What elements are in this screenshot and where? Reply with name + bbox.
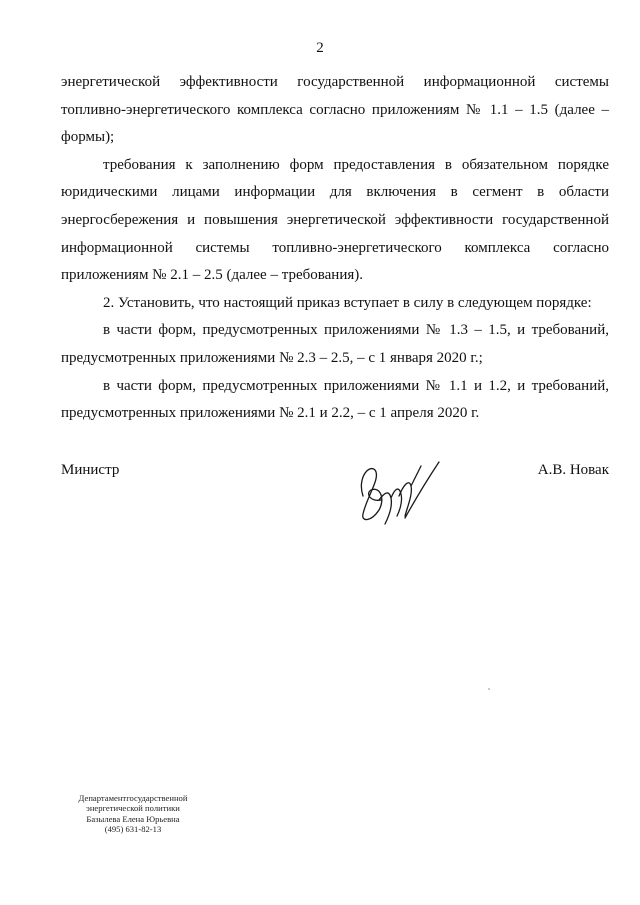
- contact-department-line2: энергетической политики: [86, 803, 180, 814]
- paragraph-effective-january: в части форм, предусмотренных приложениями № 1.3 – 1.5, и требований, предусмотренных приложениями № 2.3 – 2.5, – с 1 января 2020 г.;: [61, 322, 609, 366]
- handwritten-signature: [341, 456, 456, 526]
- signatory-name: А.В. Новак: [537, 462, 609, 478]
- paragraph-effective-order: 2. Установить, что настоящий приказ вступает в силу в следующем порядке:: [103, 294, 592, 311]
- signatory-title: Министр: [61, 462, 120, 478]
- page-number: 2: [316, 40, 324, 56]
- scan-speck: [488, 688, 490, 690]
- contact-phone: (495) 631-82-13: [104, 824, 162, 835]
- paragraph-forms-continuation: энергетической эффективности государственной информационной системы топливно-энергетического комплекса согласно приложениям № 1.1 – 1.5 (далее – формы);: [61, 74, 609, 146]
- paragraph-effective-april: в части форм, предусмотренных приложениями № 1.1 и 1.2, и требований, предусмотренных приложениями № 2.1 и 2.2, – с 1 апреля 2020 г.: [61, 377, 609, 422]
- paragraph-requirements: требования к заполнению форм предоставления в обязательном порядке юридическими лицами информации для включения в сегмент в области энергосбережения и повышения энергетической эффективности государственной информационной системы топливно-энергетического комплекса согласно приложениям № 2.1 – 2.5 (далее – требования).: [61, 156, 609, 284]
- contact-department-line1: Департаментгосударственной: [78, 793, 188, 803]
- signature-block: [61, 462, 609, 532]
- contact-person: Базылева Елена Юрьевна: [86, 813, 180, 824]
- contact-block: [62, 793, 204, 835]
- document-body: [61, 69, 609, 428]
